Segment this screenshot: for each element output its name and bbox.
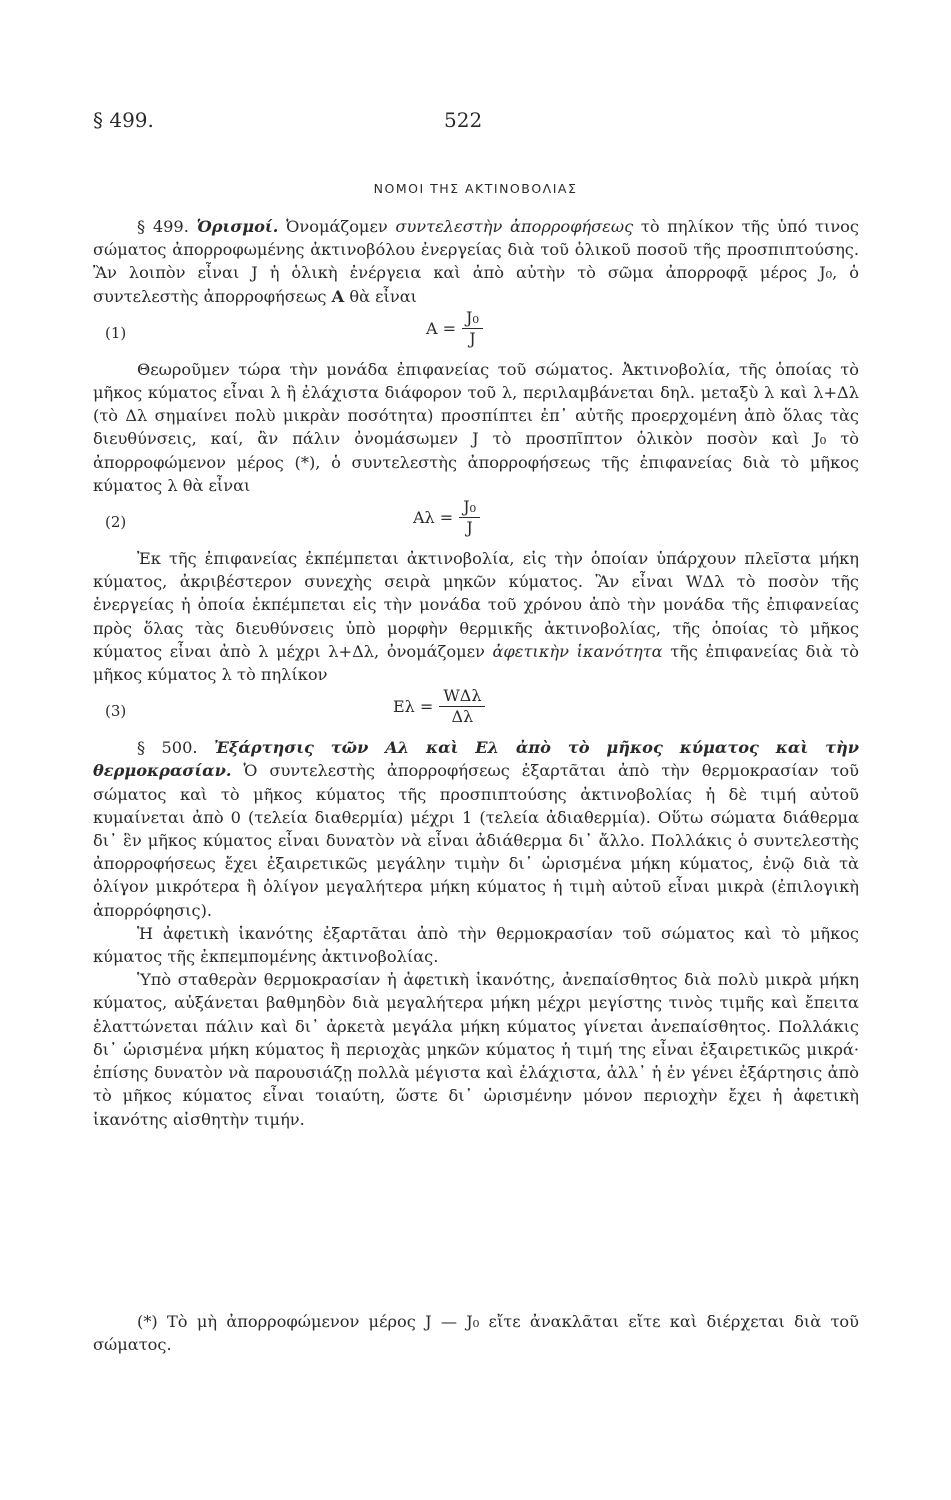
- fraction: [393, 686, 485, 727]
- numerator: J₀: [459, 497, 480, 518]
- symbol-A: A: [331, 286, 345, 306]
- numerator: J₀: [462, 308, 483, 329]
- sec499-title: Ὁρισμοί.: [196, 217, 279, 236]
- text-span: θὰ εἶναι: [349, 286, 418, 306]
- sec500-label: § 500.: [137, 738, 198, 758]
- sec499-paragraph-1: [93, 215, 859, 308]
- denominator: J: [466, 518, 473, 538]
- sec500-paragraph-3: Ὑπὸ σταθερὰν θερμοκρασίαν ἡ ἀφετικὴ ἱκανότης, ἀνεπαίσθητος διὰ πολὺ μικρὰ μήκη κύματος, αὐξάνεται βαθμηδὸν διὰ μεγαλήτερα μήκη μέχρι μεγίστης τινὸς τιμῆς καὶ ἔπειτα ἐλαττώνεται πάλιν καὶ δι᾿ ἀρκετὰ μεγάλα μήκη κύματος γίνεται ἀνεπαίσθητος. Πολλάκις δι᾿ ὡρισμένα μήκη κύματος ἢ περιοχὰς μηκῶν κύματος ἡ τιμή της εἶναι ἐξαιρετικῶς μικρά· ἐπίσης δυνατὸν νὰ παρουσιάζῃ πολλὰ μέγιστα καὶ ἐλάχιστα, ἀλλ᾿ ἡ ἐν γένει ἐξάρτησις ἀπὸ τὸ μῆκος κύματος εἶναι τοιαύτη, ὥστε δι᾿ ὡρισμένην μόνον περιοχὴν ἔχει ἡ ἀφετικὴ ἱκανότης αἰσθητὴν τιμήν.: [93, 970, 859, 1129]
- footnote-text: (*) Τὸ μὴ ἀπορροφώμενον μέρος J — J₀ εἴτε ἀνακλᾶται εἴτε καὶ διέρχεται διὰ τοῦ σώματος.: [93, 1312, 859, 1355]
- footnote: [93, 1310, 859, 1356]
- fraction: [426, 308, 483, 349]
- sec499-paragraph-3: [93, 547, 859, 686]
- sec500-paragraph-2: Ἡ ἀφετικὴ ἱκανότης ἐξαρτᾶται ἀπὸ τὴν θερμοκρασίαν τοῦ σώματος καὶ τὸ μῆκος κύματος τῆς ἐκπεμπομένης ἀκτινοβολίας.: [93, 923, 859, 967]
- equation-1: [93, 308, 859, 358]
- term-absorption-coefficient: συντελεστὴν ἀπορροφήσεως: [395, 217, 634, 236]
- term-emissive-power: ἀφετικὴν ἱκανότητα: [492, 641, 663, 661]
- main-text: [93, 215, 859, 1131]
- equation-number: (2): [105, 513, 127, 532]
- sec500-title: Ἐξάρτησις τῶν Aλ καὶ Eλ ἀπὸ τὸ μῆκος κύματος καὶ τὴν θερμοκρασίαν.: [93, 738, 859, 781]
- text-span: Ἐκ τῆς ἐπιφανείας ἐκπέμπεται ἀκτινοβολία, εἰς τὴν ὁποίαν ὑπάρχουν πλεῖστα μήκη κύματος, ἀκριβέστερον συνεχὴς σειρὰ μηκῶν κύματος. Ἂν εἶναι WΔλ τὸ ποσὸν τῆς ἐνεργείας ἡ ὁποία ἐκπέμπεται εἰς τὴν μονάδα τοῦ χρόνου ἀπὸ τὴν μονάδα τῆς ἐπιφανείας πρὸς ὅλας τὰς διευθύνσεις ὑπὸ μορφὴν θερμικῆς ἀκτινοβολίας, τῆς ὁποίας τὸ μῆκος κύματος εἶναι ἀπὸ λ μέχρι λ+Δλ, ὀνομάζομεν: [93, 549, 859, 661]
- fraction: [413, 497, 480, 538]
- text-span: Ὁ συντελεστὴς ἀπορροφήσεως ἐξαρτᾶται ἀπὸ τὴν θερμοκρασίαν τοῦ σώματος καὶ τὸ μῆκος κύματος τῆς προσπιπτούσης ἀκτινοβολίας ἡ δὲ τιμή αὐτοῦ κυμαίνεται ἀπὸ 0 (τελεία διαθερμία) μέχρι 1 (τελεία ἀδιαθερμία). Οὕτω σώματα διάθερμα δι᾿ ἓν μῆκος κύματος εἶναι δυνατὸν νὰ εἶναι ἀδιάθερμα δι᾿ ἄλλο. Πολλάκις ὁ συντελεστὴς ἀπορροφήσεως ἔχει ἐξαιρετικῶς μεγάλην τιμὴν δι᾿ ὡρισμένα μήκη κύματος, ἐνῷ διὰ τὰ ὀλίγον μικρότερα ἢ ὀλίγον μεγαλήτερα μήκη κύματος ἡ τιμὴ αὐτοῦ εἶναι μικρὰ (ἐπιλογικὴ ἀπορρόφησις).: [93, 761, 859, 920]
- page-number: 522: [444, 108, 483, 132]
- numerator: WΔλ: [439, 686, 485, 707]
- equation-lhs: Eλ =: [393, 697, 434, 717]
- text-span: τῆς ἐπιφανείας διὰ τὸ μῆκος κύματος λ τὸ πηλίκον: [93, 641, 859, 685]
- equation-3: [93, 686, 859, 736]
- header-section-ref: § 499.: [93, 108, 154, 132]
- denominator: Δλ: [451, 707, 474, 727]
- sec499-label: § 499.: [137, 217, 189, 236]
- equation-lhs: A =: [426, 318, 457, 338]
- sec499-paragraph-2: Θεωροῦμεν τώρα τὴν μονάδα ἐπιφανείας τοῦ σώματος. Ἀκτινοβολία, τῆς ὁποίας τὸ μῆκος κύματος εἶναι λ ἢ ἐλάχιστα διάφορον τοῦ λ, περιλαμβάνεται δηλ. μεταξὺ λ καὶ λ+Δλ (τὸ Δλ σημαίνει πολὺ μικρὰν ποσότητα) προσπίπτει ἐπ᾿ αὐτῆς προερχομένη ἀπὸ ὅλας τὰς διευθύνσεις, καί, ἂν πάλιν ὀνομάσωμεν J τὸ προσπῖπτον ὁλικὸν ποσὸν καὶ J₀ τὸ ἀπορροφώμενον μέρος (*), ὁ συντελεστὴς ἀπορροφήσεως τῆς ἐπιφανείας διὰ τὸ μῆκος κύματος λ θὰ εἶναι: [93, 359, 859, 495]
- text-span: τὸ πηλίκον τῆς ὑπό τινος σώματος ἀπορροφωμένης ἀκτινοβόλου ἐνεργείας διὰ τοῦ ὁλικοῦ ποσοῦ τῆς προσπιπτούσης. Ἂν λοιπὸν εἶναι J ἡ ὁλικὴ ἐνέργεια καὶ ἀπὸ αὐτὴν τὸ σῶμα ἀπορροφᾷ μέρος J₀, ὁ συντελεστὴς ἀπορροφήσεως: [93, 217, 859, 306]
- equation-lhs: Aλ =: [413, 507, 454, 527]
- text-span: Ὀνομάζομεν: [286, 217, 388, 236]
- running-title: ΝΟΜΟΙ ΤΗΣ ΑΚΤΙΝΟΒΟΛΙΑΣ: [373, 181, 578, 196]
- equation-number: (3): [105, 702, 127, 721]
- sec500-paragraph-1: [93, 736, 859, 922]
- denominator: J: [469, 328, 476, 348]
- equation-2: [93, 497, 859, 547]
- equation-number: (1): [105, 323, 127, 342]
